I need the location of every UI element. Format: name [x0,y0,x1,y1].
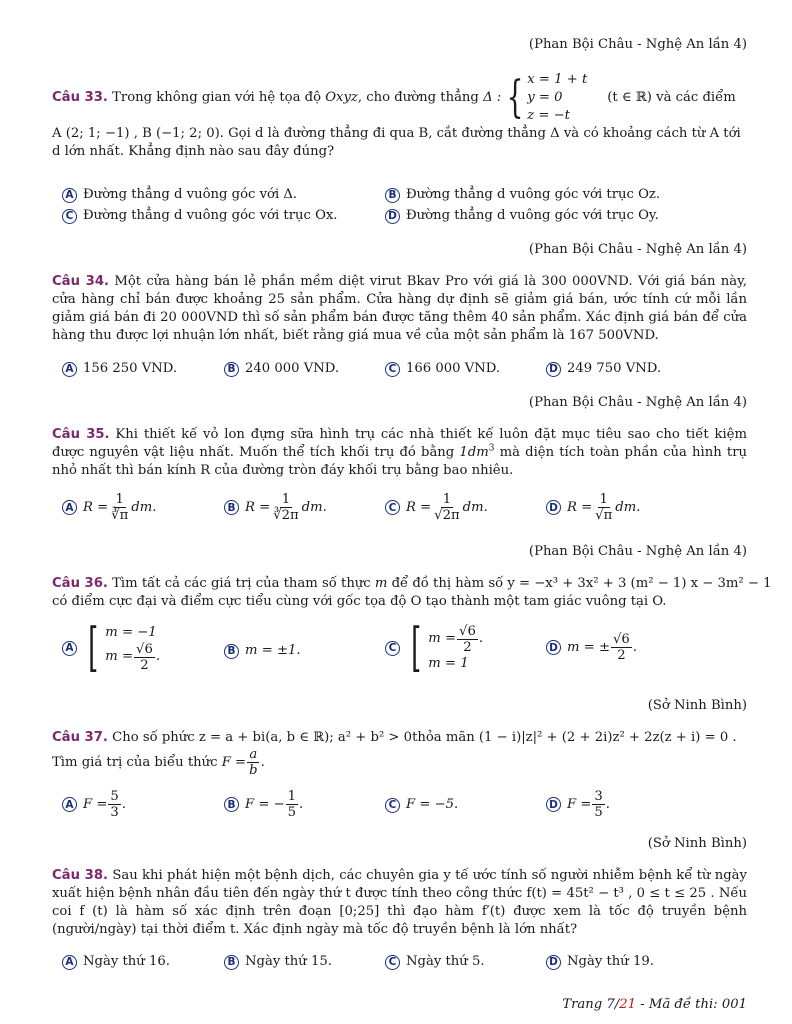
option-letter: D [546,797,561,812]
question-text: Tìm giá trị của biểu thức [52,754,218,770]
option-unit: dm. [462,499,488,515]
option-lhs: R = [406,499,432,515]
option-text: 166 000 VND. [406,361,501,376]
option-letter: D [546,362,561,377]
option-letter: D [385,209,400,224]
option-tail: . [605,796,610,812]
option-letter: A [62,188,77,203]
option-unit: dm. [301,499,327,515]
option-a[interactable]: A [ m = −1 m = $\frac{√6}{2}$ . [62,622,160,674]
question-number: Câu 37. [52,730,108,745]
option-letter: C [385,955,400,970]
question-number: Câu 36. [52,576,108,591]
equation-line: z = −t [527,108,570,123]
option-letter: B [224,500,239,515]
option-c[interactable] [385,796,458,814]
option-b[interactable] [224,789,303,820]
fraction-numerator: 1 [287,789,297,804]
option-unit: dm. [131,499,157,515]
source-label: (Sở Ninh Bình) [647,698,747,713]
source-label: (Phan Bội Châu - Nghệ An lần 4) [528,37,747,52]
option-letter: A [62,797,77,812]
line-symbol: Δ : [483,90,502,105]
source-label: (Sở Ninh Bình) [647,836,747,851]
option-text: Đường thẳng d vuông góc với trục Oz. [406,187,661,202]
option-letter: A [62,500,77,515]
question-34 [52,273,747,345]
question-33 [52,71,747,161]
question-text: Khi thiết kế vỏ lon đựng sữa hình trụ các nhà thiết kế luôn đặt mục tiêu sao cho tiết kiệm được nguyên vật liệu nhất. Muốn thể tích khối trụ đó bằng [52,427,747,460]
option-tail: . [478,631,484,646]
option-letter: C [385,641,400,656]
option-lhs: R = [83,499,109,515]
option-b[interactable] [224,492,327,523]
option-a[interactable] [62,360,177,378]
option-lhs: F = − [245,796,285,812]
fraction-numerator: √6 [613,632,630,647]
fraction-numerator: 1 [281,492,291,507]
expression-lhs: F = [221,754,247,770]
question-text: Một cửa hàng bán lẻ phần mềm diệt virut Bkav Pro với giá là 300 000VND. Với giá bán này, cửa hàng chỉ bán được khoảng 25 sản phẩm. Cửa hàng dự định sẽ giảm giá bán, ước tính cứ mỗi lần giảm giá bán đi 20 000VND thì số sản phẩm bán được tăng thêm 40 sản phẩm. Xác định giá bán để cửa hàng thu được lợi nhuận lớn nhất, biết rằng giá mua về của một sản phẩm là 167 500VND. [52,274,747,343]
fraction-denominator: 2 [140,657,149,673]
question-text: và các điểm [656,90,736,105]
option-d[interactable] [546,632,637,663]
option-lhs: R = [567,499,593,515]
option-line: m = −1 [105,624,157,640]
fraction-denominator: √2π [434,508,460,523]
option-a[interactable] [62,492,156,523]
option-text: Ngày thứ 5. [406,954,485,969]
question-36 [52,575,772,611]
question-text: , cho đường thẳng [357,90,479,105]
exam-page [52,0,772,1024]
option-letter: B [224,644,239,659]
option-lhs: R = [245,499,271,515]
option-text: Đường thẳng d vuông góc với trục Oy. [406,208,659,223]
option-b[interactable] [385,186,660,204]
option-tail: . [121,796,126,812]
equation-line: x = 1 + t [527,72,588,87]
option-lhs: m = [428,631,457,646]
option-letter: B [224,955,239,970]
question-text: A (2; 1; −1) , B (−1; 2; 0). Gọi d là đường thẳng đi qua B, cắt đường thẳng Δ và có khoảng cách từ A tới [52,126,741,141]
option-b[interactable] [224,642,301,660]
option-lhs: m = [105,649,134,664]
option-letter: B [224,362,239,377]
question-text: có điểm cực đại và điểm cực tiểu cùng với gốc tọa độ O tạo thành một tam giác vuông tại O. [52,594,667,609]
option-letter: C [385,500,400,515]
fraction-denominator: √π [595,508,613,523]
option-a[interactable] [62,789,126,820]
option-a[interactable] [62,186,297,204]
question-number: Câu 34. [52,274,110,289]
option-letter: B [385,188,400,203]
fraction-denominator: ∛2π [273,508,299,523]
fraction-numerator: 5 [110,789,119,804]
fraction-denominator: 5 [594,805,603,820]
option-letter: A [62,955,77,970]
fraction-denominator: ∛π [111,508,129,523]
option-lhs: F = [83,796,108,812]
question-text: Trong không gian với hệ tọa độ [112,90,322,105]
option-b[interactable] [224,360,339,378]
footer-prefix: Trang 7/ [562,997,620,1012]
question-text: d lớn nhất. Khẳng định nào sau đây đúng? [52,144,335,159]
fraction-numerator: a [249,747,258,762]
option-text: Ngày thứ 16. [83,954,170,969]
fraction-denominator: 5 [287,805,297,820]
option-letter: C [62,209,77,224]
option-b[interactable] [224,953,332,971]
option-letter: D [546,500,561,515]
option-c[interactable] [385,360,500,378]
question-text: Tìm tất cả các giá trị của tham số thực [112,576,371,591]
option-text: Đường thẳng d vuông góc với trục Ox. [83,208,338,223]
page-footer [562,996,747,1014]
option-d[interactable] [546,789,610,820]
option-text: m = ±1. [245,643,301,658]
option-c[interactable]: C [ m = $\frac{√6}{2}$ . m = 1 [385,622,483,674]
volume-value: 1dm [459,445,489,460]
footer-suffix: - Mã đề thi: 001 [636,997,747,1012]
option-letter: C [385,798,400,813]
option-unit: dm. [615,499,641,515]
source-label: (Phan Bội Châu - Nghệ An lần 4) [528,242,747,257]
source-label: (Phan Bội Châu - Nghệ An lần 4) [528,544,747,559]
question-text: để đồ thị hàm số y = −x³ + 3x² + 3 (m² − 1) x − 3m² − 1 [391,576,772,591]
footer-total-pages: 21 [619,997,637,1012]
fraction-denominator: 2 [617,648,626,663]
question-text: mà diện tích toàn phần của hình trụ nhỏ nhất thì bán kính R của đường tròn đáy khối trụ bằng bao nhiêu. [52,445,747,478]
option-lhs: m = ± [567,639,610,655]
source-label: (Phan Bội Châu - Nghệ An lần 4) [528,395,747,410]
option-text: Ngày thứ 19. [567,954,654,969]
equation-system: { x = 1 + t y = 0 z = −t [506,72,588,123]
option-tail: . [299,796,304,812]
option-letter: A [62,362,77,377]
option-letter: D [546,640,561,655]
fraction-numerator: 1 [599,492,608,507]
option-letter: B [224,797,239,812]
fraction-numerator: √6 [459,623,476,639]
fraction-numerator: √6 [136,641,153,657]
question-number: Câu 35. [52,427,110,442]
parameter-condition: (t ∈ ℝ) [607,90,652,105]
option-d[interactable] [546,360,661,378]
fraction-denominator: b [249,763,258,778]
option-text: Đường thẳng d vuông góc với Δ. [83,187,298,202]
option-text: 156 250 VND. [83,361,178,376]
option-c[interactable] [62,207,338,225]
fraction-denominator: 3 [110,805,119,820]
fraction-denominator: 2 [463,639,472,655]
option-text: Ngày thứ 15. [245,954,332,969]
option-c[interactable] [385,492,488,523]
equation-line: y = 0 [527,90,563,105]
question-text: Sau khi phát hiện một bệnh dịch, các chuyên gia y tế ước tính số người nhiễm bệnh kể từ ngày xuất hiện bệnh nhân đầu tiên đến ngày thứ t được tính theo công thức f(t) = 45t² − t³ , 0 ≤ t ≤ 25 . Nếu coi f (t) là hàm số xác định trên đoạn [0;25] thì đạo hàm f′(t) được xem là tốc độ truyền bệnh (người/ngày) tại thời điểm t. Xác định ngày mà tốc độ truyền bệnh là lớn nhất? [52,868,747,937]
option-line: m = 1 [428,655,469,671]
option-a[interactable] [62,953,170,971]
option-lhs: F = [567,796,592,812]
fraction-numerator: 3 [594,789,603,804]
coord-system: Oxyz [325,90,358,105]
question-35: Câu 35. Khi thiết kế vỏ lon đựng sữa hình trụ các nhà thiết kế luôn đặt mục tiêu sao cho tiết kiệm được nguyên vật liệu nhất. Muốn thể tích khối trụ đó bằng $1dm^3$ mà diện tích toàn phần của hình trụ nhỏ nhất thì bán kính R của đường tròn đáy khối trụ bằng bao nhiêu. [52,427,747,478]
question-text: Cho số phức z = a + bi(a, b ∈ ℝ); a² + b² > 0thỏa mãn (1 − i)|z|² + (2 + 2i)z² + 2z(z + i) = 0 . [112,730,737,745]
option-text: 249 750 VND. [567,361,662,376]
fraction-numerator: 1 [115,492,124,507]
option-d[interactable] [546,953,654,971]
option-text: 240 000 VND. [245,361,340,376]
option-letter: D [546,955,561,970]
parameter-m: m [374,576,388,591]
option-text: F = −5. [406,797,459,812]
option-letter: A [62,641,77,656]
option-d[interactable] [385,207,659,225]
option-letter: C [385,362,400,377]
option-tail: . [155,649,161,664]
fraction-numerator: 1 [442,492,452,507]
option-tail: . [632,639,637,655]
question-number: Câu 38. [52,868,109,883]
question-number: Câu 33. [52,90,108,105]
question-38 [52,867,747,939]
option-c[interactable] [385,953,485,971]
option-d[interactable] [546,492,640,523]
question-37: Câu 37. Cho số phức z = a + bi(a, b ∈ ℝ); a² + b² > 0thỏa mãn (1 − i)|z|² + (2 + 2i)z² + 2z(z + i) = 0 . Tìm giá trị của biểu thức F = $\frac{a}{b}$ . [52,730,737,778]
